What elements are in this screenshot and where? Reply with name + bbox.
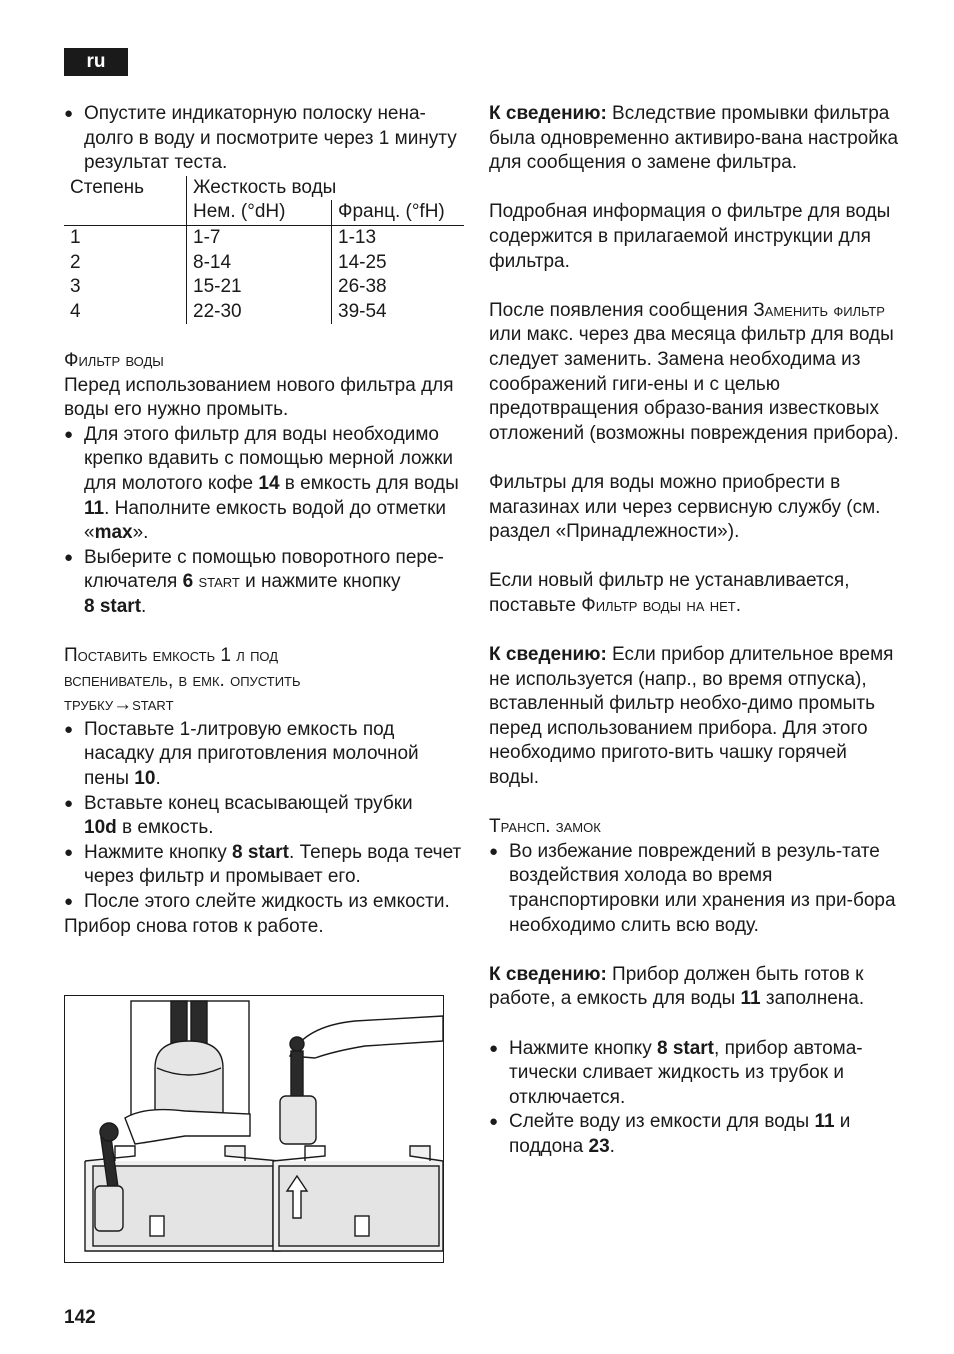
table-header-de: Нем. (°dH) [187, 200, 332, 225]
illustration-svg [65, 996, 443, 1262]
water-hardness-table [64, 176, 464, 325]
text: Поставьте 1-литровую емкость под насадку для приготовления молочной пены [84, 718, 419, 790]
table-cell-de: 8-14 [187, 251, 332, 276]
display-message: Заменить фильтр [753, 299, 885, 321]
table-row [64, 225, 464, 250]
note-label: К сведению: [489, 644, 607, 666]
text: Нажмите кнопку [509, 1037, 657, 1059]
list-item: ● Во избежание повреждений в резуль-тате воздействия холода во время транспортировки или хранения из при-бора необходимо слить всю воду. [489, 840, 899, 938]
table-cell-level: 3 [64, 275, 187, 300]
buy-paragraph: Фильтры для воды можно приобрести в магазинах или через сервисную службу (см. раздел «Принадлежности»). [489, 471, 881, 543]
table-header-fr: Франц. (°fH) [332, 200, 465, 225]
table-cell-level: 4 [64, 300, 187, 325]
table-cell-level: 1 [64, 225, 187, 250]
left-column [64, 102, 464, 939]
text: . [141, 595, 147, 617]
table-header-empty [64, 200, 187, 225]
filter-paragraph: Перед использованием нового фильтра для воды его нужно промыть. [64, 374, 454, 421]
text: или макс. через два месяца фильтр для воды следует заменить. Замена необходима из соображений гиги-ены и с целью предотвращения образо-вания известковых отложений (возможны повреждения прибора). [489, 324, 899, 444]
part-number: 11 [84, 497, 105, 519]
list-item [64, 841, 464, 890]
table-cell-fr: 39-54 [338, 300, 387, 322]
text: Выберите с помощью поворотного пере-ключателя [84, 546, 444, 593]
table-row [64, 251, 464, 276]
final-steps [489, 1037, 899, 1160]
list-item [64, 718, 464, 792]
table-header-hardness: Жесткость воды [193, 176, 337, 198]
button-reference: 8 start [656, 1037, 715, 1059]
text: ». [132, 522, 149, 544]
text: . Наполните емкость водой до отметки « [84, 497, 446, 544]
table-row [64, 300, 464, 325]
list-item [489, 1110, 899, 1159]
list-item [64, 792, 464, 841]
note-label: К сведению: [489, 963, 607, 985]
list-item [489, 1037, 899, 1111]
table-cell-fr: 14-25 [338, 251, 387, 273]
table-cell-de: 1-7 [187, 225, 332, 250]
info-paragraph: Подробная информация о фильтре для воды содержится в прилагаемой инструкции для фильтра. [489, 201, 891, 272]
place-heading-line1: Поставить емкость 1 л под [64, 645, 279, 667]
table-cell-de: 22-30 [187, 300, 332, 325]
text: в емкость. [116, 817, 214, 839]
text: Нажмите кнопку [84, 841, 232, 863]
part-number: 10 [134, 768, 156, 790]
table-row [64, 275, 464, 300]
text: заполнена. [760, 988, 865, 1010]
table-cell-de: 15-21 [187, 275, 332, 300]
part-number: 6 [182, 571, 194, 593]
display-message: Фильтр воды на нет [581, 594, 736, 616]
part-number: 23 [588, 1135, 610, 1157]
text: и нажмите кнопку [239, 571, 401, 593]
table-cell-fr: 1-13 [338, 226, 377, 248]
filter-steps [64, 423, 464, 620]
table-cell-fr: 26-38 [338, 276, 387, 298]
place-heading-line2: вспениватель, в емк. опустить [64, 669, 301, 691]
illustration-filter-insertion [64, 995, 444, 1263]
text: . Теперь вода течет через фильтр и промывает его. [84, 841, 462, 888]
part-number: 11 [740, 988, 761, 1010]
text: . [735, 594, 741, 616]
list-item [64, 423, 464, 546]
text: , прибор автома-тически сливает жидкость из трубок и отключается. [509, 1037, 863, 1108]
text: . [155, 768, 161, 790]
filter-heading: Фильтр воды [64, 349, 164, 371]
transport-list [489, 840, 899, 938]
display-message: start [198, 571, 240, 593]
intro-bullet: ● Опустите индикаторную полоску нена-долго в воду и посмотрите через 1 минуту результат теста. [64, 102, 464, 176]
button-reference: 8 start [84, 595, 142, 617]
part-number: 11 [814, 1111, 835, 1133]
note-1 [489, 102, 899, 176]
text: в емкость для воды [279, 472, 459, 494]
intro-list [64, 102, 464, 176]
replace-paragraph [489, 299, 899, 447]
list-item [64, 546, 464, 620]
part-number: 14 [258, 472, 280, 494]
text: Прибор должен быть готов к работе, а емкость для воды [489, 963, 864, 1010]
transport-heading: Трансп. замок [489, 816, 601, 838]
text: и поддона [509, 1111, 851, 1157]
button-reference: 8 start [231, 841, 290, 863]
page-number: 142 [64, 1307, 96, 1328]
text: Вставьте конец всасывающей трубки [84, 792, 413, 814]
text: Для этого фильтр для воды необходимо крепко вдавить с помощью мерной ложки для молотого кофе [84, 423, 453, 494]
language-tab: ru [64, 48, 128, 76]
list-item: ● После этого слейте жидкость из емкости. [64, 890, 464, 915]
place-heading-line3: трубку→start [64, 694, 174, 716]
note-3 [489, 963, 899, 1012]
place-steps [64, 718, 464, 915]
text: Если новый фильтр не устанавливается, поставьте [489, 570, 850, 616]
table-cell-level: 2 [64, 251, 187, 276]
right-column [489, 102, 899, 1160]
note-label: К сведению: [489, 103, 607, 124]
max-mark: max [94, 522, 133, 544]
text: . [609, 1135, 615, 1157]
no-filter-paragraph [489, 569, 899, 618]
text: Слейте воду из емкости для воды [509, 1111, 815, 1133]
part-number: 10d [84, 817, 117, 839]
text: После появления сообщения [489, 299, 754, 321]
note-2 [489, 643, 899, 791]
text: Вследствие промывки фильтра была одновременно активиро-вана настройка для сообщения о замене фильтра. [489, 103, 899, 174]
text: Если прибор длительное время не используется (напр., во время отпуска), вставленный фильтр необхо-димо промыть перед использованием прибора. Для этого необходимо пригото-вить чашку горячей воды. [489, 644, 894, 789]
ready-text: Прибор снова готов к работе. [64, 915, 324, 937]
table-header-level: Степень [64, 176, 187, 201]
